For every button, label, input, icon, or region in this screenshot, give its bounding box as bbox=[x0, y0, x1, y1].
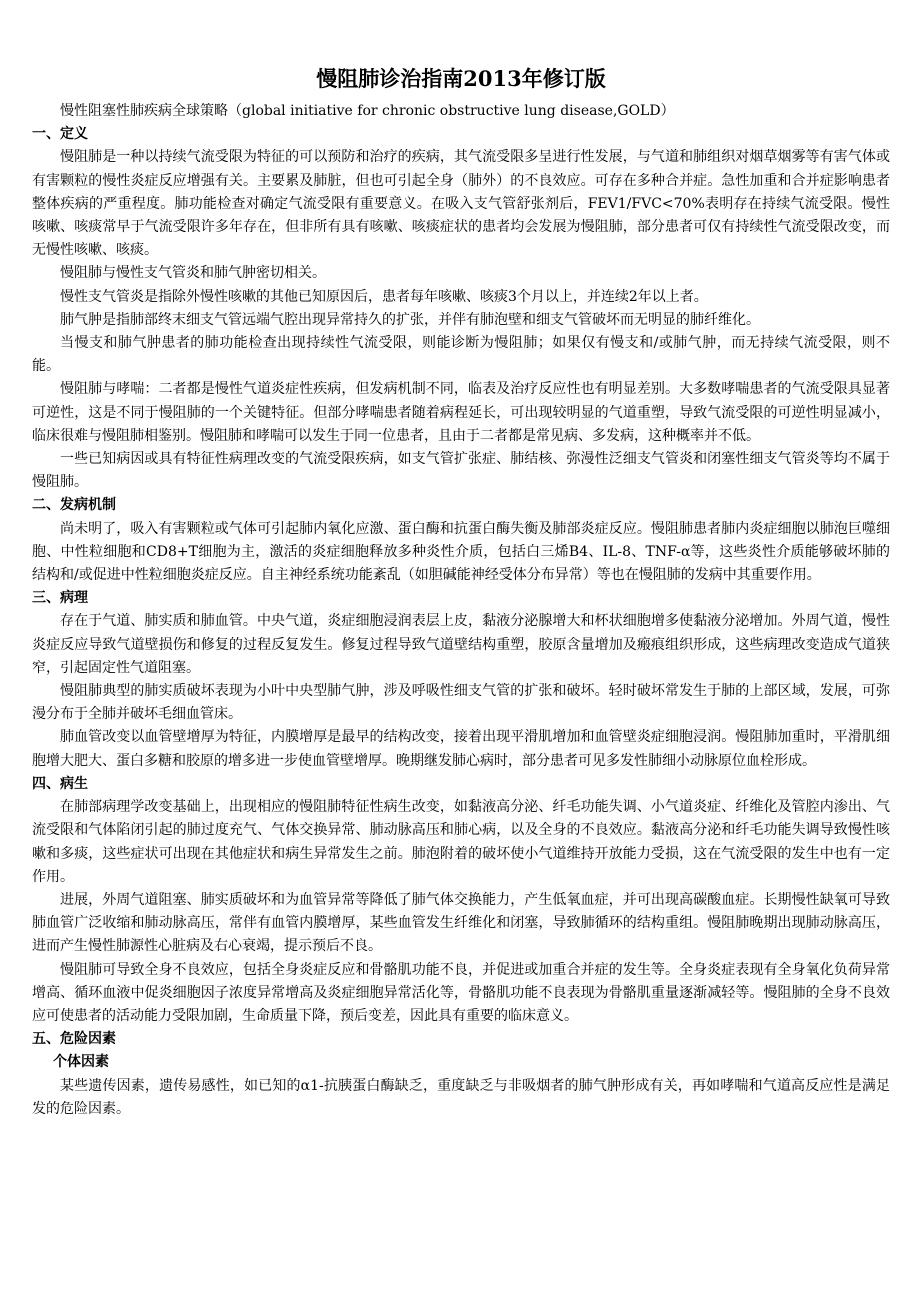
paragraph: 慢阻肺是一种以持续气流受限为特征的可以预防和治疗的疾病，其气流受限多呈进行性发展，与气道和肺组织对烟草烟雾等有害气体或有害颗粒的慢性炎症反应增强有关。主要累及肺脏，但也可引起全身（肺外）的不良效应。可存在多种合并症。急性加重和合并症影响患者整体疾病的严重程度。肺功能检查对确定气流受限有重要意义。在吸入支气管舒张剂后，FEV1/FVC<70%表明存在持续气流受限。慢性咳嗽、咳痰常早于气流受限许多年存在，但非所有具有咳嗽、咳痰症状的患者均会发展为慢阻肺，部分患者可仅有持续性气流受限改变，而无慢性咳嗽、咳痰。 bbox=[32, 149, 890, 259]
section-heading-pathophysiology: 四、病生 bbox=[32, 775, 88, 792]
subsection-heading-individual-factors: 个体因素 bbox=[53, 1054, 109, 1071]
section-heading-risk-factors: 五、危险因素 bbox=[32, 1031, 116, 1048]
section-heading-pathology: 三、病理 bbox=[32, 590, 88, 607]
paragraph: 慢阻肺可导致全身不良效应，包括全身炎症反应和骨骼肌功能不良，并促进或加重合并症的发生等。全身炎症表现有全身氧化负荷异常增高、循环血液中促炎细胞因子浓度异常增高及炎症细胞异常活化等，骨骼肌功能不良表现为骨骼肌重量逐渐减轻等。慢阻肺的全身不良效应可使患者的活动能力受限加剧，生命质量下降，预后变差，因此具有重要的临床意义。 bbox=[32, 961, 890, 1024]
paragraph: 存在于气道、肺实质和肺血管。中央气道，炎症细胞浸润表层上皮，黏液分泌腺增大和杯状细胞增多使黏液分泌增加。外周气道，慢性炎症反应导致气道壁损伤和修复的过程反复发生。修复过程导致气道壁结构重塑，胶原含量增加及瘢痕组织形成，这些病理改变造成气道狭窄，引起固定性气道阻塞。 bbox=[32, 613, 890, 676]
paragraph: 肺气肿是指肺部终末细支气管远端气腔出现异常持久的扩张，并伴有肺泡壁和细支气管破坏而无明显的肺纤维化。 bbox=[60, 311, 760, 328]
section-heading-definition: 一、定义 bbox=[32, 126, 88, 143]
paragraph: 慢阻肺与慢性支气管炎和肺气肿密切相关。 bbox=[60, 265, 326, 282]
paragraph: 进展，外周气道阻塞、肺实质破坏和为血管异常等降低了肺气体交换能力，产生低氧血症，并可出现高碳酸血症。长期慢性缺氧可导致肺血管广泛收缩和肺动脉高压，常伴有血管内膜增厚，某些血管发生纤维化和闭塞，导致肺循环的结构重组。慢阻肺晚期出现肺动脉高压，进而产生慢性肺源性心脏病及右心衰竭，提示预后不良。 bbox=[32, 891, 890, 955]
paragraph: 肺血管改变以血管壁增厚为特征，内膜增厚是最早的结构改变，接着出现平滑肌增加和血管壁炎症细胞浸润。慢阻肺加重时，平滑肌细胞增大肥大、蛋白多糖和胶原的增多进一步使血管壁增厚。晚期继发肺心病时，部分患者可见多发性肺细小动脉原位血栓形成。 bbox=[32, 729, 890, 769]
paragraph: 一些已知病因或具有特征性病理改变的气流受限疾病，如支气管扩张症、肺结核、弥漫性泛细支气管炎和闭塞性细支气管炎等均不属于慢阻肺。 bbox=[32, 451, 890, 491]
paragraph: 尚未明了，吸入有害颗粒或气体可引起肺内氧化应激、蛋白酶和抗蛋白酶失衡及肺部炎症反应。慢阻肺患者肺内炎症细胞以肺泡巨噬细胞、中性粒细胞和CD8+T细胞为主，激活的炎症细胞释放多种炎性介质，包括白三烯B4、IL-8、TNF-α等，这些炎性介质能够破坏肺的结构和/或促进中性粒细胞炎症反应。自主神经系统功能紊乱（如胆碱能神经受体分布异常）等也在慢阻肺的发病中其重要作用。 bbox=[32, 520, 890, 584]
paragraph: 慢性支气管炎是指除外慢性咳嗽的其他已知原因后，患者每年咳嗽、咳痰3个月以上，并连续2年以上者。 bbox=[60, 288, 708, 305]
paragraph: 当慢支和肺气肿患者的肺功能检查出现持续性气流受限，则能诊断为慢阻肺；如果仅有慢支和/或肺气肿，而无持续气流受限，则不能。 bbox=[32, 335, 890, 375]
paragraph: 在肺部病理学改变基础上，出现相应的慢阻肺特征性病生改变，如黏液高分泌、纤毛功能失调、小气道炎症、纤维化及管腔内渗出、气流受限和气体陷闭引起的肺过度充气、气体交换异常、肺动脉高压和肺心病，以及全身的不良效应。黏液高分泌和纤毛功能失调导致慢性咳嗽和多痰，这些症状可出现在其他症状和病生异常发生之前。肺泡附着的破坏使小气道维持开放能力受损，这在气流受限的发生中也有一定作用。 bbox=[32, 799, 890, 885]
paragraph: 慢阻肺典型的肺实质破坏表现为小叶中央型肺气肿，涉及呼吸性细支气管的扩张和破坏。轻时破坏常发生于肺的上部区域，发展，可弥漫分布于全肺并破坏毛细血管床。 bbox=[32, 683, 890, 723]
paragraph: 慢阻肺与哮喘：二者都是慢性气道炎症性疾病，但发病机制不同，临表及治疗反应性也有明显差别。大多数哮喘患者的气流受限具显著可逆性，这是不同于慢阻肺的一个关键特征。但部分哮喘患者随着病程延长，可出现较明显的气道重塑，导致气流受限的可逆性明显减小，临床很难与慢阻肺相鉴别。慢阻肺和哮喘可以发生于同一位患者，且由于二者都是常见病、多发病，这种概率并不低。 bbox=[32, 381, 890, 444]
document-subtitle: 慢性阻塞性肺疾病全球策略（global initiative for chronic obstructive lung disease,GOLD） bbox=[60, 103, 675, 119]
section-heading-pathogenesis: 二、发病机制 bbox=[32, 497, 116, 514]
document-title: 慢阻肺诊治指南2013年修订版 bbox=[316, 66, 606, 91]
paragraph: 某些遗传因素，遗传易感性，如已知的α1-抗胰蛋白酶缺乏，重度缺乏与非吸烟者的肺气肿形成有关，再如哮喘和气道高反应性是满足发的危险因素。 bbox=[32, 1077, 890, 1117]
